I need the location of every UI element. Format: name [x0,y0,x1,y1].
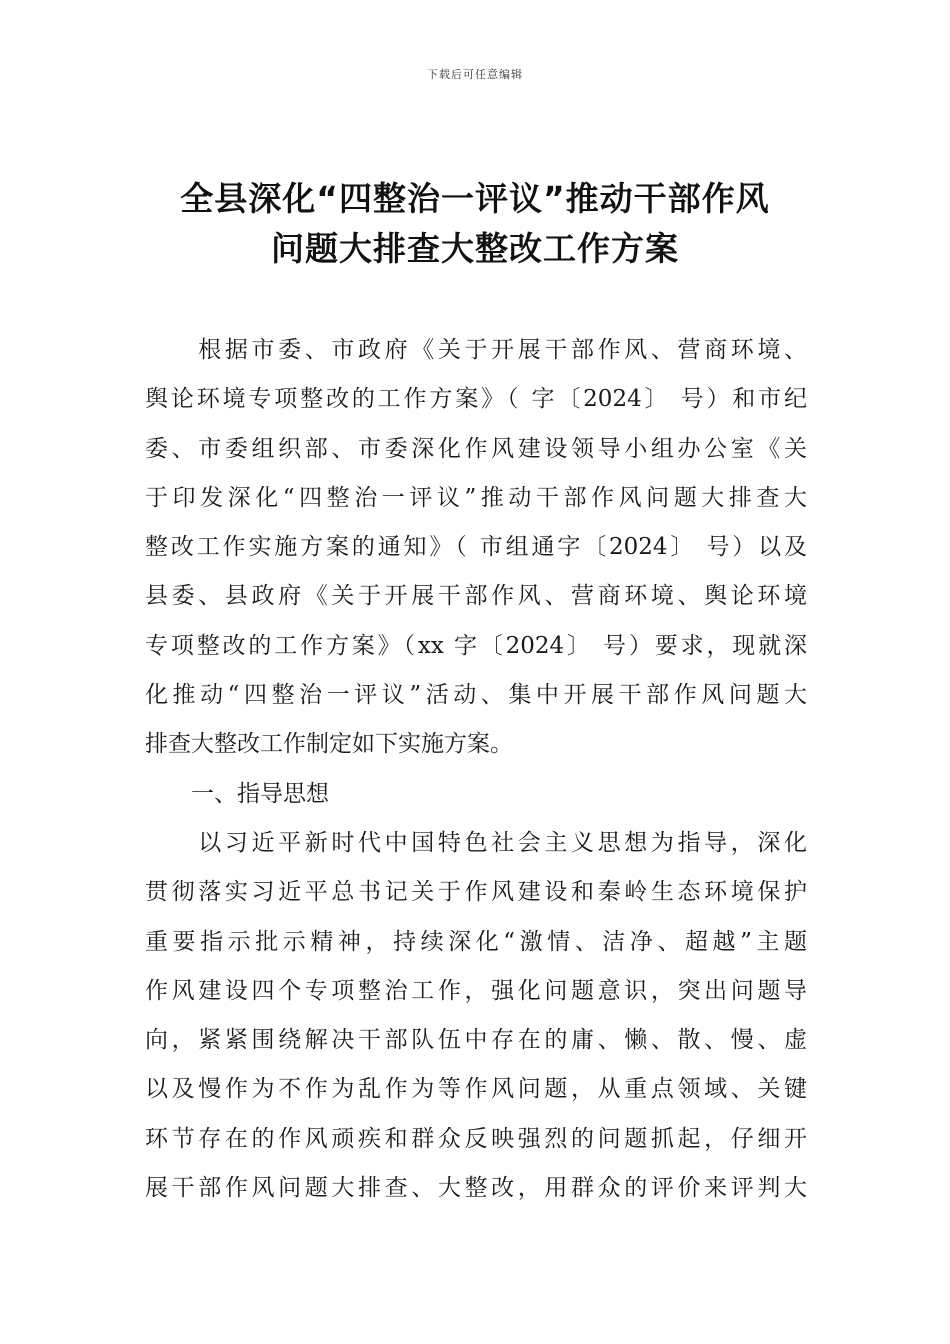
text-line: 以及慢作为不作为乱作为等作风问题，从重点领域、关键 [145,1076,807,1103]
text-line: 委、市委组织部、市委深化作风建设领导小组办公室《关 [145,435,807,462]
text-line: 排查大整改工作制定如下实施方案。 [145,731,513,758]
text-line: 整改工作实施方案的通知》（ 市组通字〔2024〕 号）以及 [145,534,807,561]
text-line: 于印发深化“四整治一评议”推动干部作风问题大排查大 [145,484,807,511]
text-line: 展干部作风问题大排查、大整改，用群众的评价来评判大 [145,1175,807,1202]
text-line: 环节存在的作风顽疾和群众反映强烈的问题抓起，仔细开 [145,1125,807,1152]
text-line: 县委、县政府《关于开展干部作风、营商环境、舆论环境 [145,583,807,610]
document-body [145,326,807,1213]
text-line: 作风建设四个专项整治工作，强化问题意识，突出问题导 [145,977,807,1004]
text-line: 化推动“四整治一评议”活动、集中开展干部作风问题大 [145,682,807,709]
title-line-2: 问题大排查大整改工作方案 [271,229,679,268]
header-note: 下载后可任意编辑 [427,68,523,81]
text-line: 贯彻落实习近平总书记关于作风建设和秦岭生态环境保护 [145,879,807,906]
text-line: 根据市委、市政府《关于开展干部作风、营商环境、 [145,337,807,363]
paragraph-basis [145,326,807,770]
title-line-1: 全县深化“四整治一评议”推动干部作风 [180,179,770,218]
text-line: 以习近平新时代中国特色社会主义思想为指导，深化 [145,829,807,856]
text-line: 向，紧紧围绕解决干部队伍中存在的庸、懒、散、慢、虚 [145,1027,807,1054]
text-line: 舆论环境专项整改的工作方案》（ 字〔2024〕 号）和市纪 [145,386,807,413]
document-title [130,174,820,274]
text-line: 专项整改的工作方案》（xx 字〔2024〕 号）要求，现就深 [145,632,807,659]
section-heading-guiding-ideology: 一、指导思想 [145,780,329,807]
text-line: 重要指示批示精神，持续深化“激情、洁净、超越”主题 [145,928,807,955]
paragraph-guiding-ideology [145,819,807,1213]
